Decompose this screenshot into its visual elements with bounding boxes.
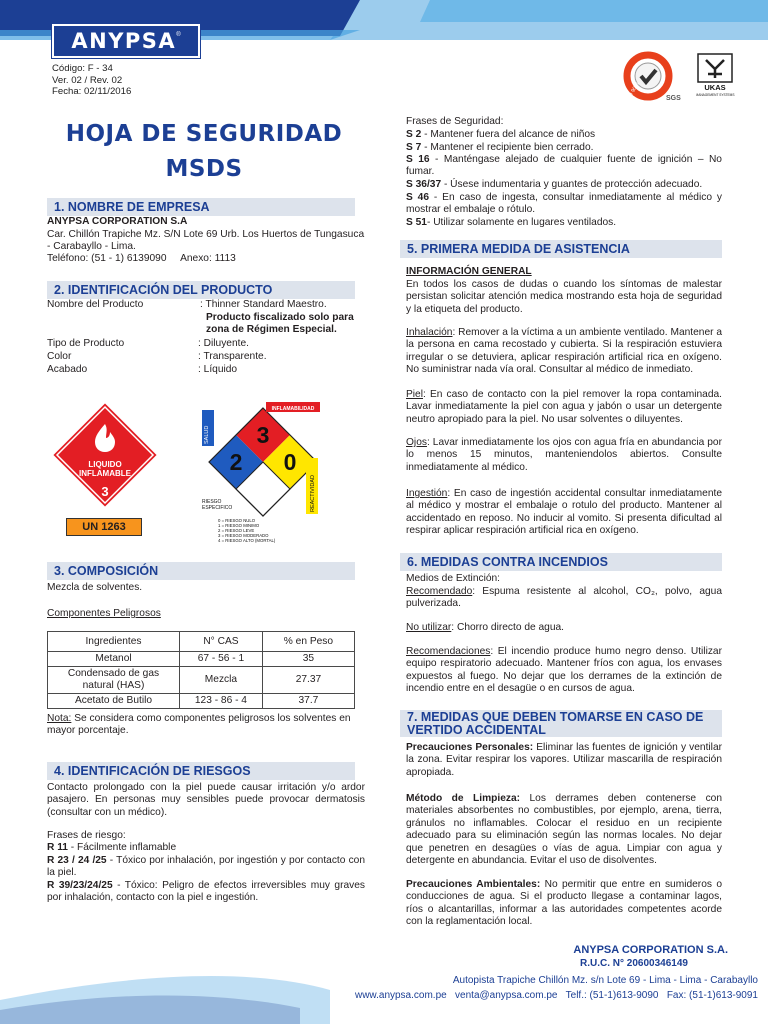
not-use-label: No utilizar <box>406 622 452 633</box>
document-code-block <box>52 63 131 98</box>
nfpa-inflam-label: INFLAMABILIDAD <box>271 406 315 412</box>
recommended-label: Recomendado <box>406 586 473 597</box>
nfpa-health: 2 <box>229 449 243 475</box>
ingestion-label: Ingestión <box>406 488 448 499</box>
address-line-1: Car. Chillón Trapiche Mz. S/N Lote 69 Urb. Los Huertos de Tungasuca <box>47 229 365 240</box>
risk-phrase-r23 <box>47 855 365 880</box>
finish-key: Acabado <box>47 364 88 375</box>
table-header-row <box>48 632 355 652</box>
nfpa-legend-3: 3 = RIESGO MODERADO <box>218 533 269 538</box>
nfpa-especifico-label: ESPECIFICO <box>202 505 233 511</box>
section-2-heading: 2. IDENTIFICACIÓN DEL PRODUCTO <box>47 281 355 299</box>
nfpa-flammability: 3 <box>256 422 270 448</box>
footer-address: Autopista Trapiche Chillón Mz. s/n Lote 69 - Lima - Lima - Carabayllo <box>452 975 758 986</box>
inhalation-text <box>406 327 722 377</box>
ukas-certification-mark <box>696 52 736 102</box>
safety-text: - Mantener el recipiente bien cerrado. <box>421 142 594 153</box>
safety-phrases-title: Frases de Seguridad: <box>406 116 504 127</box>
safety-code: S 51 <box>406 217 427 228</box>
section-5-heading: 5. PRIMERA MEDIDA DE ASISTENCIA <box>400 240 722 258</box>
table-row <box>48 694 355 709</box>
placard-label-2: INFLAMABLE <box>79 469 131 478</box>
risk-phrase-r39 <box>47 880 365 905</box>
table-cell: 35 <box>262 652 354 667</box>
risk-code: R 39/23/24/25 <box>47 880 113 891</box>
safety-code: S 2 <box>406 129 422 140</box>
section-1-heading: 1. NOMBRE DE EMPRESA <box>47 198 355 216</box>
personal-precautions-label: Precauciones Personales: <box>406 742 534 753</box>
document-subtitle: MSDS <box>165 156 243 182</box>
product-type-value: : Diluyente. <box>198 338 249 349</box>
safety-phrase <box>406 179 722 191</box>
sgs-label: SGS <box>666 95 681 102</box>
cleaning-method-label: Método de Limpieza: <box>406 793 521 804</box>
address-line-2: - Carabayllo - Lima. <box>47 241 136 253</box>
hazardous-components-title: Componentes Peligrosos <box>47 608 161 619</box>
personal-precautions-body: Eliminar las fuentes de ignición y ventilar la zona. Evitar respirar los vapores. Utilizar mascarilla de respiración apropiada. <box>406 742 722 778</box>
nfpa-diamond <box>196 396 324 548</box>
skin-text <box>406 389 722 426</box>
company-logo: ANYPSA ® <box>52 24 200 58</box>
safety-text: - Manténgase alejado de cualquier fuente de ignición – No fumar. <box>406 154 722 178</box>
document-date: Fecha: 02/11/2016 <box>52 86 132 97</box>
table-cell: Condensado de gas natural (HAS) <box>48 667 180 694</box>
general-info-text: En todos los casos de dudas o cuando los síntomas de malestar persistan solicitar atención medica mostrando esta hoja de seguridad y la etiqueta del producto. <box>406 279 722 315</box>
safety-phrase <box>406 142 722 154</box>
risk-phrases-title: Frases de riesgo: <box>47 830 126 841</box>
safety-code: S 36/37 <box>406 179 442 190</box>
flammable-liquid-placard <box>50 400 160 510</box>
footer-contacts <box>355 990 758 1003</box>
table-header: % en Peso <box>262 632 354 652</box>
table-row <box>48 667 355 694</box>
company-address <box>47 229 367 254</box>
nfpa-reactivity: 0 <box>283 449 297 475</box>
personal-precautions <box>406 742 722 779</box>
fire-recommendations-label: Recomendaciones <box>406 646 491 657</box>
safety-code: S 16 <box>406 154 430 165</box>
fire-recommendations-body: : El incendio produce humo negro denso. Utilizar equipo respiratorio adecuado. Mantener fríos con agua, los envases expuestos al fuego. No dejar que los derrames de la extinción de incendio entre en el desagüe o en cursos de agua. <box>406 646 722 695</box>
note-label: Nota: <box>47 713 72 724</box>
company-phone: Teléfono: (51 - 1) 6139090 Anexo: 1113 <box>47 253 236 264</box>
safety-phrase <box>406 129 722 141</box>
eyes-label: Ojos <box>406 437 427 448</box>
safety-text: - Úsese indumentaria y guantes de protección adecuado. <box>441 179 703 190</box>
section-3-heading: 3. COMPOSICIÓN <box>47 562 355 580</box>
inhalation-label: Inhalación <box>406 327 453 338</box>
table-header: N° CAS <box>180 632 263 652</box>
composition-mix: Mezcla de solventes. <box>47 582 143 593</box>
footer-ruc: R.U.C. N° 20600346149 <box>580 958 688 969</box>
un-number-badge: UN 1263 <box>66 518 142 536</box>
table-cell: Mezcla <box>180 667 263 694</box>
footer-email-link[interactable]: venta@anypsa.com.pe <box>455 990 558 1001</box>
table-cell: 67 - 56 - 1 <box>180 652 263 667</box>
safety-phrase <box>406 217 722 229</box>
nfpa-legend-2: 2 = RIESGO LEVE <box>218 528 255 533</box>
nfpa-legend-4: 4 = RIESGO ALTO (MORTAL) <box>218 538 276 543</box>
safety-text: - En caso de ingesta, consultar inmediatamente al médico y mostrar el embalaje o rótulo. <box>406 192 722 216</box>
risk-text: - Tóxico por inhalación, por ingestión y por contacto con la piel. <box>47 855 365 879</box>
risk-code: R 23 / 24 /25 <box>47 855 107 866</box>
risk-text: - Fácilmente inflamable <box>67 842 177 853</box>
ukas-label: UKAS <box>704 83 726 92</box>
skin-label: Piel <box>406 389 423 400</box>
note-text: Se considera como componentes peligrosos los solventes en mayor porcentaje. <box>47 713 351 737</box>
recommended-text <box>406 586 722 611</box>
risk-intro: Contacto prolongado con la piel puede causar irritación y/o ardor pasajero. En personas muy sensibles puede provocar dermatosis (consultar con un médico). <box>47 782 365 818</box>
safety-text: - Utilizar solamente en lugares ventilados. <box>426 217 617 228</box>
footer-website-link[interactable]: www.anypsa.com.pe <box>354 990 447 1001</box>
company-name: ANYPSA CORPORATION S.A <box>47 216 188 227</box>
environmental-precautions-body: No permitir que entre en sumideros o conducciones de agua. Si el producto llegase a contaminar lagos, ríos o alcantarillas, informar a las autoridades competentes acorde con la reglamentación local. <box>406 879 722 928</box>
document-version: Ver. 02 / Rev. 02 <box>52 74 123 86</box>
table-cell: 123 - 86 - 4 <box>180 694 263 709</box>
color-value: : Transparente. <box>198 351 267 362</box>
document-code: Código: F - 34 <box>52 63 113 74</box>
fiscal-note-1: Producto fiscalizado solo para <box>206 312 354 323</box>
section-4-heading: 4. IDENTIFICACIÓN DE RIESGOS <box>47 762 355 780</box>
risk-code: R 11 <box>47 842 68 853</box>
environmental-precautions-label: Precauciones Ambientales: <box>406 879 541 890</box>
nfpa-salud-label: SALUD <box>204 425 210 444</box>
table-cell: Acetato de Butilo <box>48 694 180 709</box>
eyes-text <box>406 437 722 474</box>
risk-text: - Tóxico: Peligro de efectos irreversibles muy graves por inhalación, contacto con la piel e ingestión. <box>47 880 365 904</box>
nfpa-legend-0: 0 = RIESGO NULO <box>218 518 256 523</box>
footer-fax: Fax: (51-1)613-9091 <box>666 990 758 1001</box>
finish-value: : Líquido <box>198 364 238 375</box>
ingestion-body: : En caso de ingestión accidental consultar inmediatamente al médico y mostrar el embalaje o rotulo del producto. Mantener al accidentado en reposo. No inducir al vomito. Si presenta dificultad al respirar aplicar respiración artificial rica en oxígeno. <box>406 488 722 537</box>
safety-phrase <box>406 192 722 217</box>
ukas-subtitle: MANAGEMENT SYSTEMS <box>696 93 735 97</box>
footer-company: ANYPSA CORPORATION S.A. <box>573 944 728 956</box>
eyes-body: : Lavar inmediatamente los ojos con agua fría en abundancia por lo menos 15 minutos, manteniendolos abiertos. Consulte inmediatamente al médico. <box>406 437 722 473</box>
cleaning-method-body: Los derrames deben contenerse con materiales absorbentes no combustibles, por ejemplo, arena, tierra, gránulos no inflamables. Colocar el residuo en un recipiente adecuado para su eliminación según las normas locales. No dejar que penetren en desagües o vías de agua. Limpiar con agua y detergente en abundancia. Evitar el uso de disolventes. <box>406 793 722 867</box>
skin-body: : En caso de contacto con la piel remover la ropa contaminada. Lavar inmediatamente la piel con agua y jabón o usar un detergente neutro apropiado para la piel. No usar solventes o diluyentes. <box>406 389 722 425</box>
document-title: HOJA DE SEGURIDAD <box>65 121 343 147</box>
inhalation-body: : Remover a la víctima a un ambiente ventilado. Mantener a la persona en cama recostado y cubierta. Si la respiración estuviera irregular o se detuviera, aplicar respiración artificial rica en oxígeno. No suministrar nada vía oral. Consultar al médico de inmediato. <box>406 327 722 376</box>
section-7-heading-line-1: 7. MEDIDAS QUE DEBEN TOMARSE EN CASO DE <box>407 710 704 724</box>
fiscal-note-2: zona de Régimen Especial. <box>206 324 337 335</box>
iso-label: ISO 9001 <box>625 80 642 103</box>
safety-text: - Mantener fuera del alcance de niños <box>421 129 596 140</box>
composition-note <box>47 713 355 738</box>
footer-phone: Telf.: (51-1)613-9090 <box>565 990 659 1001</box>
nfpa-legend-1: 1 = RIESGO MINIMO <box>218 523 260 528</box>
table-cell: Metanol <box>48 652 180 667</box>
composition-table <box>47 631 355 709</box>
general-info-title: INFORMACIÓN GENERAL <box>406 266 532 277</box>
not-use-text <box>406 622 722 634</box>
product-type-key: Tipo de Producto <box>47 338 125 349</box>
section-7-heading-line-2: VERTIDO ACCIDENTAL <box>407 722 546 737</box>
table-cell: 27.37 <box>262 667 354 694</box>
safety-phrase <box>406 154 722 179</box>
placard-label-1: LIQUIDO <box>88 460 122 469</box>
fire-recommendations-text <box>406 646 722 696</box>
extinction-media-title: Medios de Extinción: <box>406 573 501 584</box>
section-7-heading <box>400 710 722 737</box>
logo-text: ANYPSA <box>71 28 177 53</box>
product-name-value: : Thinner Standard Maestro. <box>200 299 327 310</box>
environmental-precautions <box>406 879 722 929</box>
placard-class: 3 <box>101 484 109 499</box>
product-name-key: Nombre del Producto <box>47 299 144 310</box>
sgs-certification-seal <box>622 50 684 104</box>
table-cell: 37.7 <box>262 694 354 709</box>
color-key: Color <box>47 351 72 362</box>
not-use-body: : Chorro directo de agua. <box>451 622 564 633</box>
safety-code: S 7 <box>406 142 422 153</box>
table-header: Ingredientes <box>48 632 180 652</box>
recommended-body: : Espuma resistente al alcohol, CO₂, polvo, agua pulverizada. <box>406 586 722 610</box>
section-6-heading: 6. MEDIDAS CONTRA INCENDIOS <box>400 553 722 571</box>
cleaning-method <box>406 793 722 867</box>
nfpa-riesgo-label: RIESGO <box>202 499 222 505</box>
risk-phrase-r11 <box>47 842 365 854</box>
nfpa-react-label: REACTIVIDAD <box>310 475 316 512</box>
safety-code: S 46 <box>406 192 430 203</box>
table-row <box>48 652 355 667</box>
ingestion-text <box>406 488 722 538</box>
